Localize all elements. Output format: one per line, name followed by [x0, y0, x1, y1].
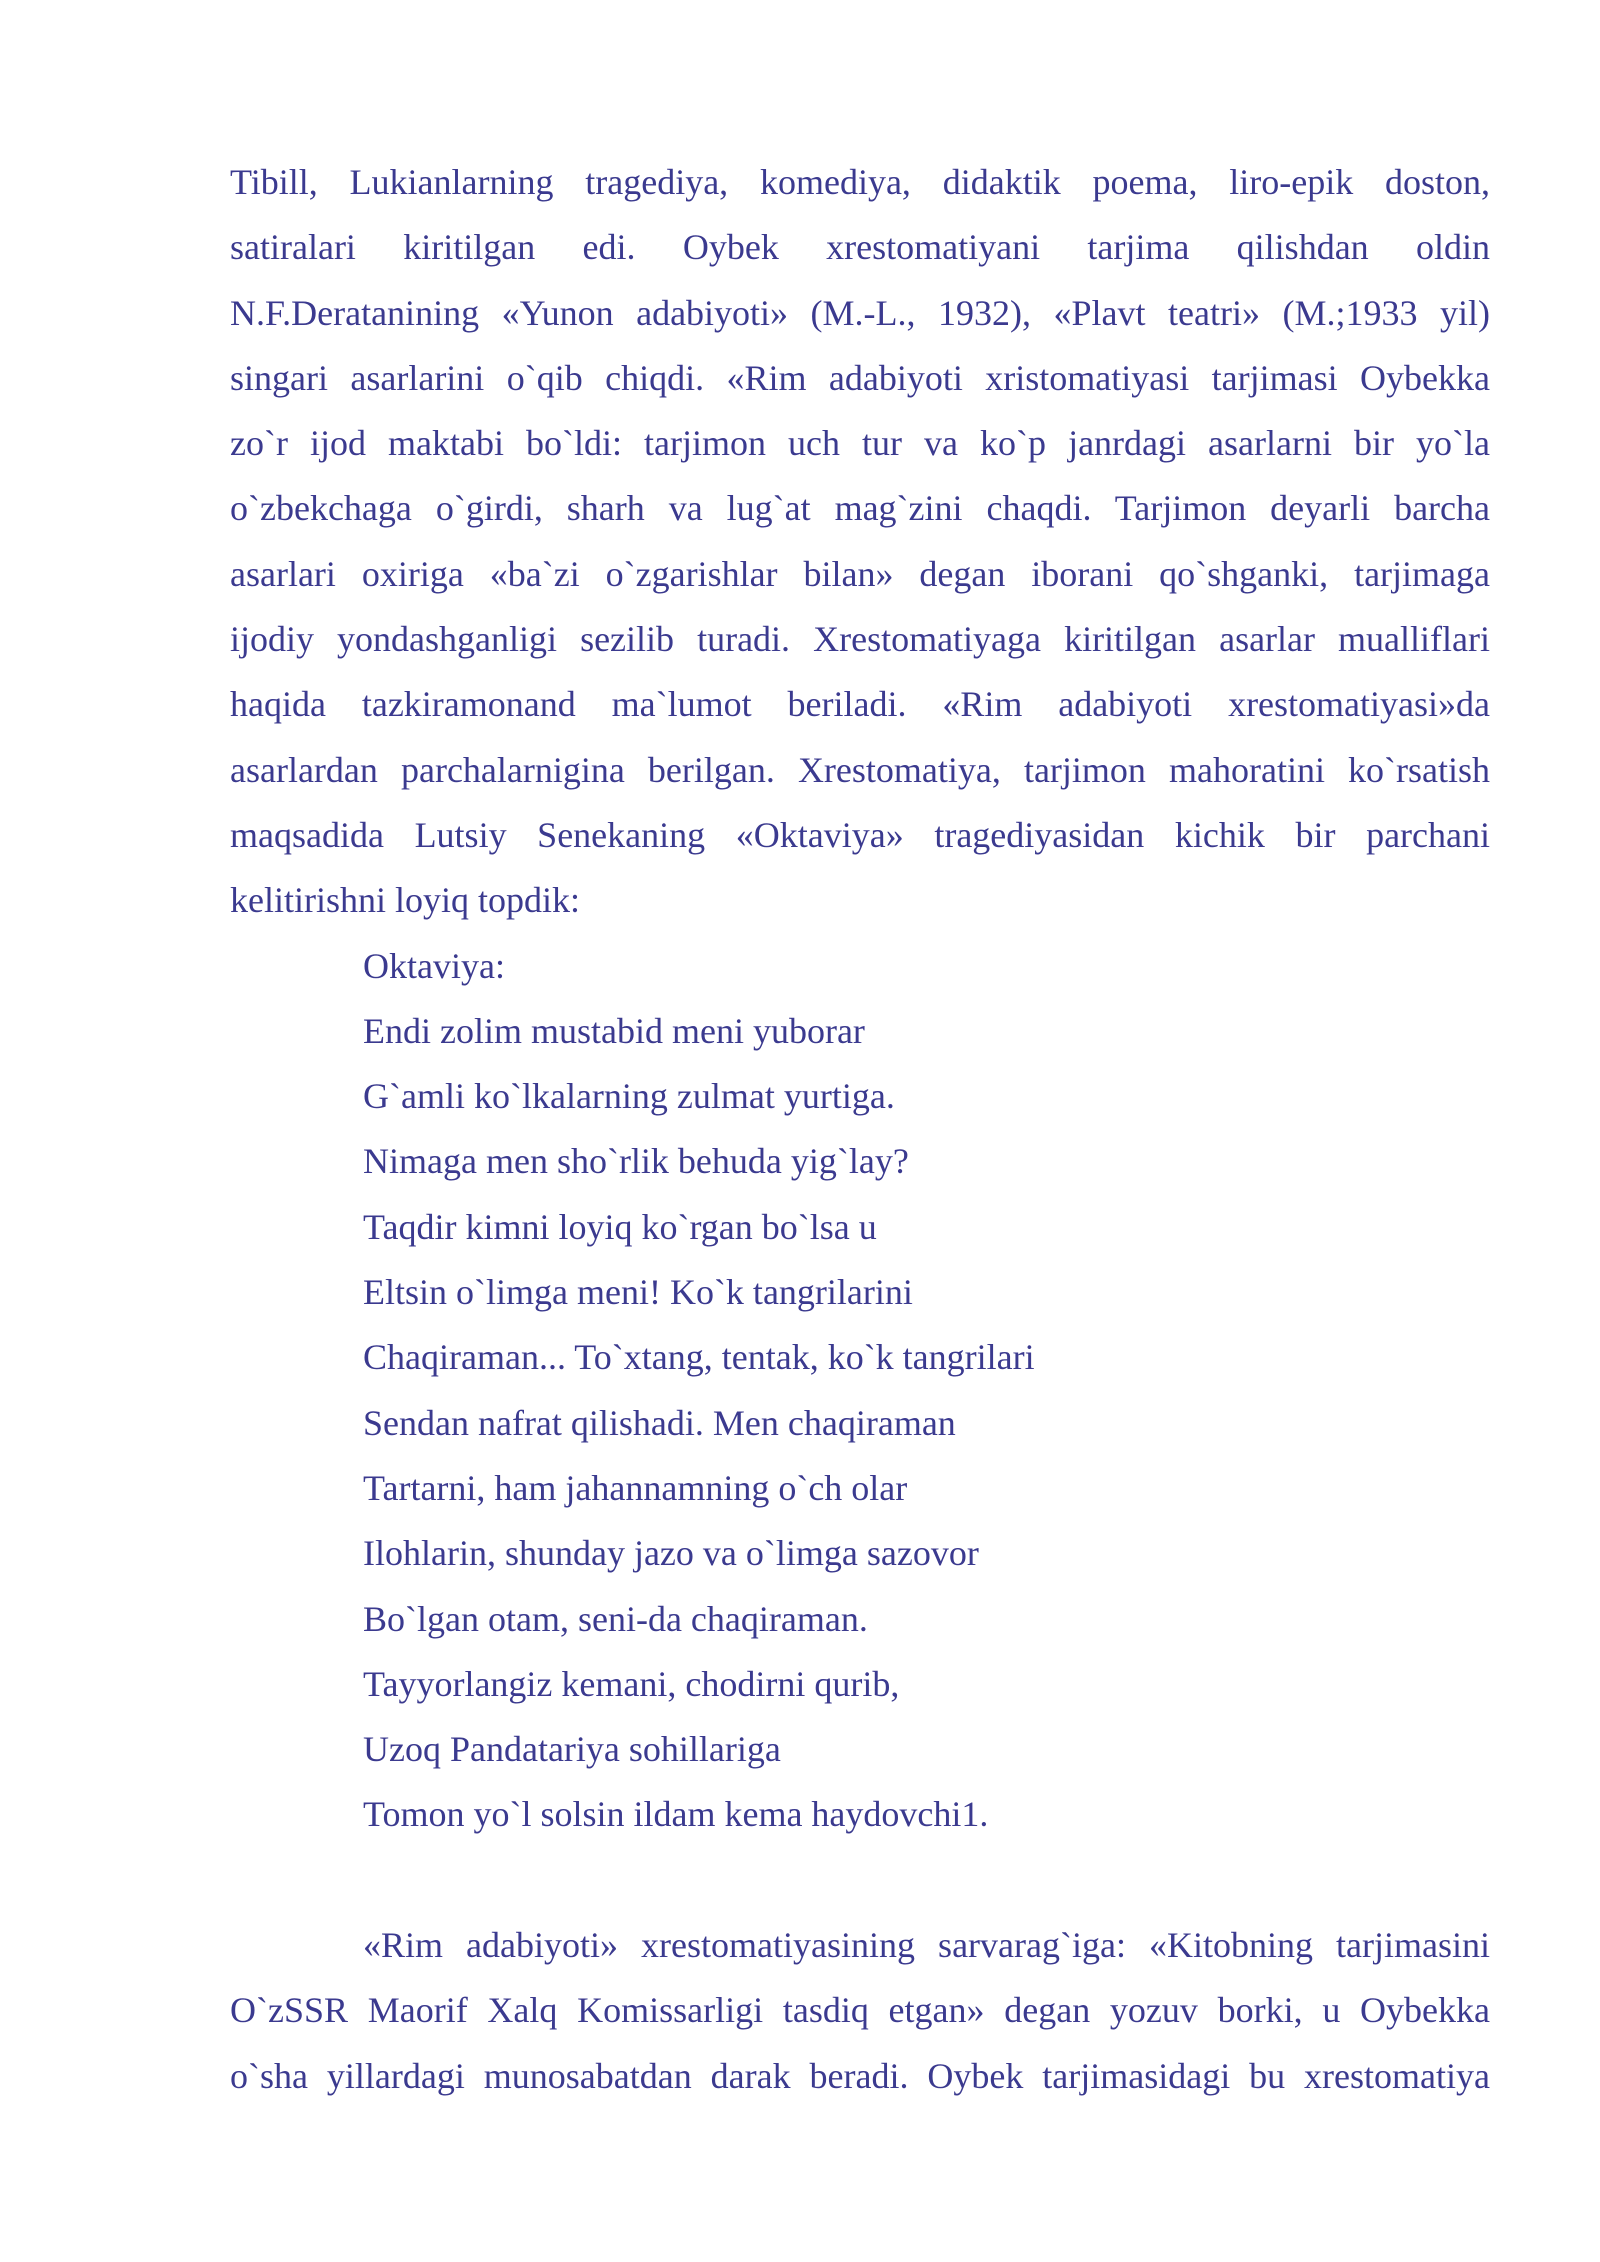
poem-line: Eltsin o`limga meni! Ko`k tangrilarini: [363, 1272, 913, 1313]
poem-line: Tomon yo`l solsin ildam kema haydovchi1.: [363, 1794, 989, 1835]
text-line: O`zSSR Maorif Xalq Komissarligi tasdiq etgan» degan yozuv borki, u Oybekka: [230, 1990, 1490, 2031]
text-line: zo`r ijod maktabi bo`ldi: tarjimon uch tur va ko`p janrdagi asarlarni bir yo`la: [230, 423, 1490, 464]
paragraph-conclusion: [230, 1913, 1490, 2109]
text-line: kelitirishni loyiq topdik:: [230, 880, 580, 921]
poem-line: Nimaga men sho`rlik behuda yig`lay?: [363, 1141, 909, 1182]
text-line: Tibill, Lukianlarning tragediya, komediya, didaktik poema, liro-epik doston,: [230, 162, 1490, 202]
poem-line: Uzoq Pandatariya sohillariga: [363, 1729, 781, 1770]
poem-line: Bo`lgan otam, seni-da chaqiraman.: [363, 1598, 868, 1639]
text-line: satiralari kiritilgan edi. Oybek xrestomatiyani tarjima qilishdan oldin: [230, 227, 1490, 268]
poem-line: Chaqiraman... To`xtang, tentak, ko`k tangrilari: [363, 1337, 1035, 1378]
poem-line: Tartarni, ham jahannamning o`ch olar: [363, 1467, 908, 1508]
blank-line: [230, 1848, 1490, 1913]
paragraph-intro: [230, 150, 1490, 934]
document-body: [230, 150, 1490, 2109]
text-line: haqida tazkiramonand ma`lumot beriladi. «Rim adabiyoti xrestomatiyasi»da: [230, 684, 1490, 725]
poem-line: Tayyorlangiz kemani, chodirni qurib,: [363, 1663, 900, 1704]
text-line: asarlardan parchalarnigina berilgan. Xrestomatiya, tarjimon mahoratini ko`rsatish: [230, 749, 1490, 790]
poem-line: Endi zolim mustabid meni yuborar: [363, 1010, 865, 1051]
poem-excerpt: [230, 934, 1490, 1848]
text-line: «Rim adabiyoti» xrestomatiyasining sarvarag`iga: «Kitobning tarjimasini: [363, 1925, 1490, 1966]
text-line: ijodiy yondashganligi sezilib turadi. Xrestomatiyaga kiritilgan asarlar mualliflari: [230, 619, 1490, 660]
text-line: o`zbekchaga o`girdi, sharh va lug`at mag`zini chaqdi. Tarjimon deyarli barcha: [230, 488, 1490, 529]
poem-line: G`amli ko`lkalarning zulmat yurtiga.: [363, 1076, 895, 1117]
text-line: maqsadida Lutsiy Senekaning «Oktaviya» tragediyasidan kichik bir parchani: [230, 814, 1490, 855]
text-line: singari asarlarini o`qib chiqdi. «Rim adabiyoti xristomatiyasi tarjimasi Oybekka: [230, 357, 1490, 398]
poem-line: Ilohlarin, shunday jazo va o`limga sazovor: [363, 1533, 979, 1574]
poem-line: Taqdir kimni loyiq ko`rgan bo`lsa u: [363, 1206, 877, 1247]
text-line: asarlari oxiriga «ba`zi o`zgarishlar bilan» degan iborani qo`shganki, tarjimaga: [230, 553, 1490, 594]
text-line: N.F.Deratanining «Yunon adabiyoti» (M.-L., 1932), «Plavt teatri» (M.;1933 yil): [230, 292, 1490, 333]
poem-speaker: Oktaviya:: [363, 945, 505, 986]
poem-line: Sendan nafrat qilishadi. Men chaqiraman: [363, 1402, 956, 1443]
text-line: o`sha yillardagi munosabatdan darak beradi. Oybek tarjimasidagi bu xrestomatiya: [230, 2055, 1490, 2096]
